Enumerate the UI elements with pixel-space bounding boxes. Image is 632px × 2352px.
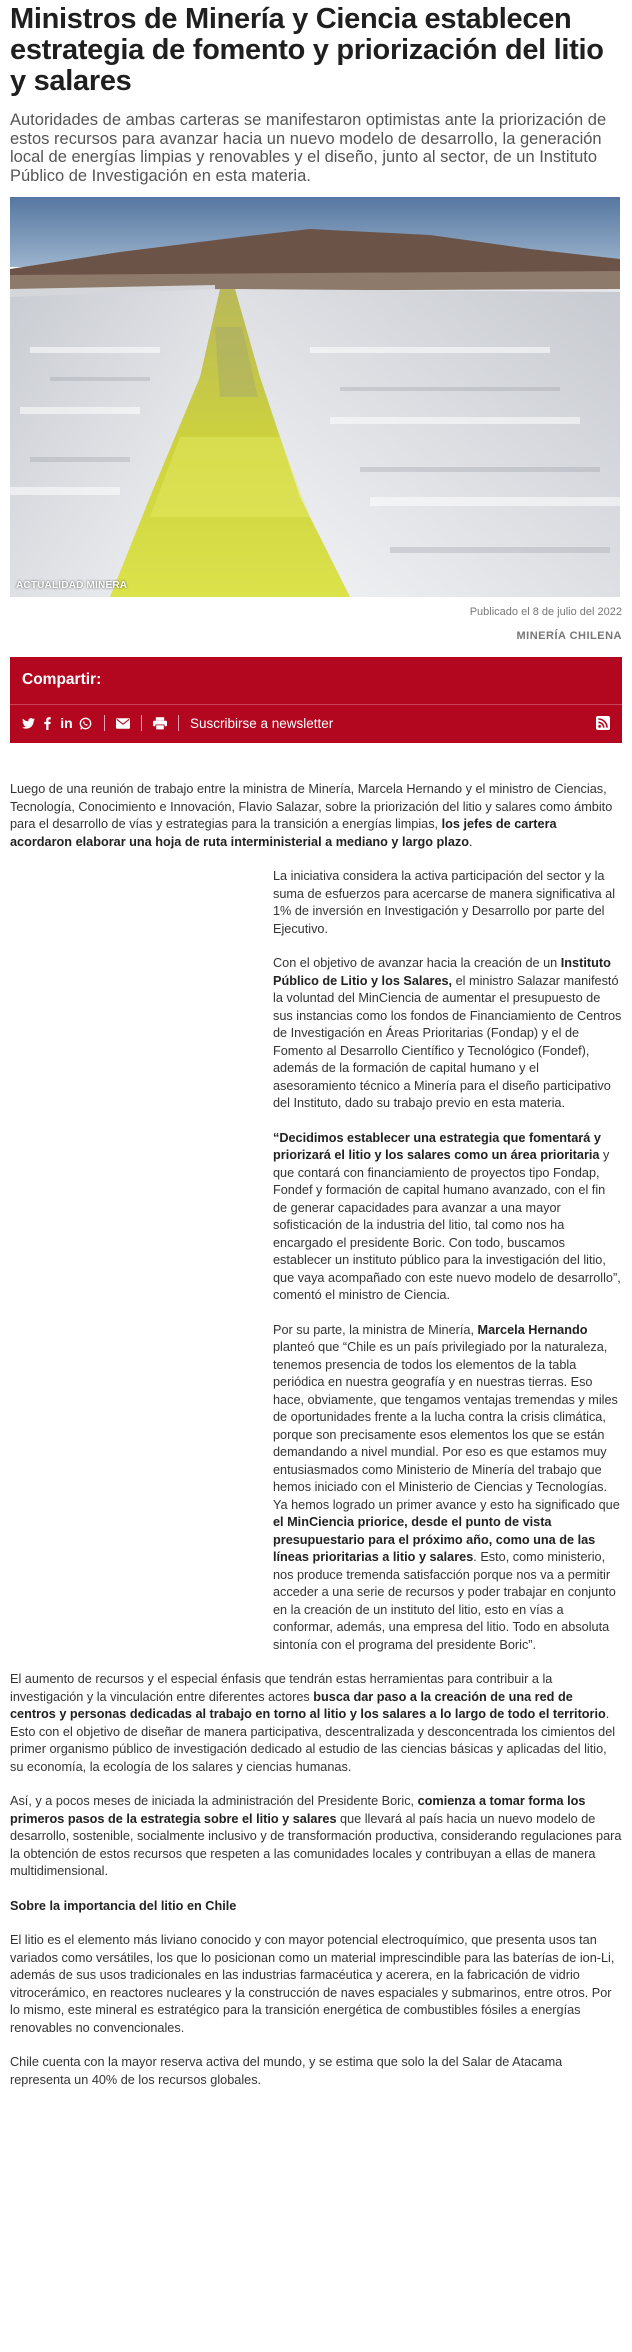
article-body bbox=[10, 781, 622, 2089]
linkedin-icon[interactable]: in bbox=[60, 715, 73, 731]
salt-flat-photo bbox=[10, 197, 620, 597]
paragraph: El litio es el elemento más liviano conocido y con mayor potencial electroquímico, que presenta usos tan variados como versátiles, los que lo posicionan como un material imprescindible para las baterías de ion-Li, además de sus usos tradicionales en las industrias farmacéutica y acerera, en la fabricación de vidrio vitrocerámico, en reactores nucleares y la construcción de naves espaciales y submarinos, entre otros. Por lo mismo, este mineral es estratégico para la transición energética de combustibles fósiles a energías renovables no convencionales. bbox=[10, 1933, 615, 2035]
paragraph: Luego de una reunión de trabajo entre la ministra de Minería, Marcela Hernando y el ministro de Ciencias, Tecnología, Conocimiento e Innovación, Flavio Salazar, sobre la priorización del litio y salares como ámbito para el desarrollo de vías y estrategias para la transición a energías limpias, los jefes de cartera acordaron elaborar una hoja de ruta interministerial a mediano y largo plazo. bbox=[10, 782, 613, 849]
share-separator bbox=[104, 715, 105, 731]
article-meta bbox=[10, 605, 622, 643]
publish-date: Publicado el 8 de julio del 2022 bbox=[469, 606, 622, 618]
article-hero-image bbox=[10, 197, 620, 597]
article-title: Ministros de Minería y Ciencia establecen estrategia de fomento y priorización del litio y salares bbox=[10, 3, 604, 97]
share-divider bbox=[10, 704, 622, 705]
whatsapp-icon[interactable] bbox=[77, 715, 94, 731]
print-icon[interactable] bbox=[151, 715, 168, 731]
newsletter-link[interactable]: Suscribirse a newsletter bbox=[190, 715, 334, 731]
article-container bbox=[10, 0, 622, 2089]
share-actions bbox=[20, 714, 610, 732]
article-source: MINERÍA CHILENA bbox=[516, 630, 622, 642]
share-separator bbox=[178, 715, 179, 731]
paragraph: “Decidimos establecer una estrategia que fomentará y priorizará el litio y los salares como un área prioritaria y que contará con financiamiento de proyectos tipo Fondap, Fondef y formación de capital humano avanzado, con el fin de generar capacidades para avanzar a una mayor sofisticación de la industria del litio, tal como nos ha encargado el presidente Boric. Con todo, buscamos establecer un instituto público para la investigación del litio, que vaya acompañado con este nuevo modelo de desarrollo”, comentó el ministro de Ciencia. bbox=[273, 1130, 621, 1302]
paragraph: Así, y a pocos meses de iniciada la administración del Presidente Boric, comienza a tomar forma los primeros pasos de la estrategia sobre el litio y salares que llevará al país hacia un nuevo modelo de desarrollo, sostenible, socialmente inclusivo y de transformación productiva, considerando regulaciones para la obtención de estos recursos que respeten a las comunidades locales y contribuyan a ellas de manera multidimensional. bbox=[10, 1794, 622, 1878]
paragraph: Chile cuenta con la mayor reserva activa del mundo, y se estima que solo la del Salar de Atacama representa un 40% de los recursos globales. bbox=[10, 2055, 563, 2087]
section-heading: Sobre la importancia del litio en Chile bbox=[10, 1898, 237, 1913]
share-separator bbox=[141, 715, 142, 731]
share-bar bbox=[10, 657, 622, 743]
inline-ad-space bbox=[10, 868, 273, 1643]
email-icon[interactable] bbox=[114, 715, 131, 731]
paragraph: El aumento de recursos y el especial énfasis que tendrán estas herramientas para contribuir a la investigación y la vinculación entre diferentes actores busca dar paso a la creación de una red de centros y personas dedicadas al trabajo en torno al litio y los salares a lo largo de todo el territorio. Esto con el objetivo de diseñar de manera participativa, descentralizada y desconcentrada los cimientos del primer organismo público de investigación dedicado al estudio de las ciencias básicas y aplicadas del litio, su economía, la ecología de los salares y ciencias humanas. bbox=[10, 1672, 616, 1774]
share-title: Compartir: bbox=[22, 671, 102, 688]
facebook-icon[interactable] bbox=[39, 715, 56, 731]
rss-icon[interactable] bbox=[596, 716, 610, 730]
paragraph: Con el objetivo de avanzar hacia la creación de un Instituto Público de Litio y los Salares, el ministro Salazar manifestó la voluntad del MinCiencia de aumentar el presupuesto de sus instancias como los fondos de Financiamiento de Centros de Investigación en Áreas Prioritarias (Fondap) y el de Fomento al Desarrollo Científico y Tecnológico (Fondef), además de la formación de capital humano y el asesoramiento técnico a Minería para el diseño participativo del Instituto, dado su trabajo previo en esta materia. bbox=[273, 956, 622, 1110]
twitter-icon[interactable] bbox=[20, 715, 37, 731]
paragraph: La iniciativa considera la activa participación del sector y la suma de esfuerzos para acercarse de manera significativa al 1% de inversión en Investigación y Desarrollo por parte del Ejecutivo. bbox=[273, 869, 616, 936]
image-caption: ACTUALIDAD MINERA bbox=[16, 580, 128, 591]
paragraph: Por su parte, la ministra de Minería, Marcela Hernando planteó que “Chile es un país privilegiado por la naturaleza, tenemos presencia de todos los elementos de la tabla periódica en nuestra geografía y en nuestras tierras. Eso hace, obviamente, que tengamos ventajas tremendas y miles de oportunidades frente a la lucha contra la crisis climática, porque son precisamente esos elementos los que se están demandando a nivel mundial. Por eso es que estamos muy entusiasmados como Ministerio de Minería del trabajo que hemos iniciado con el Ministerio de Ciencias y Tecnologías. Ya hemos logrado un primer avance y esto ha significado que el MinCiencia priorice, desde el punto de vista presupuestario para el próximo año, como una de las líneas prioritarias a litio y salares. Esto, como ministerio, nos produce tremenda satisfacción porque nos va a permitir acceder a una serie de recursos y poder trabajar en conjunto en la creación de un instituto del litio, esto en vías a conformar, además, una empresa del litio. Todo en absoluta sintonía con el programa del presidente Boric”. bbox=[273, 1322, 620, 1652]
article-lead: Autoridades de ambas carteras se manifestaron optimistas ante la priorización de estos recursos para avanzar hacia un nuevo modelo de desarrollo, la generación local de energías limpias y renovables y el diseño, junto al sector, de un Instituto Público de Investigación en esta materia. bbox=[10, 111, 607, 185]
